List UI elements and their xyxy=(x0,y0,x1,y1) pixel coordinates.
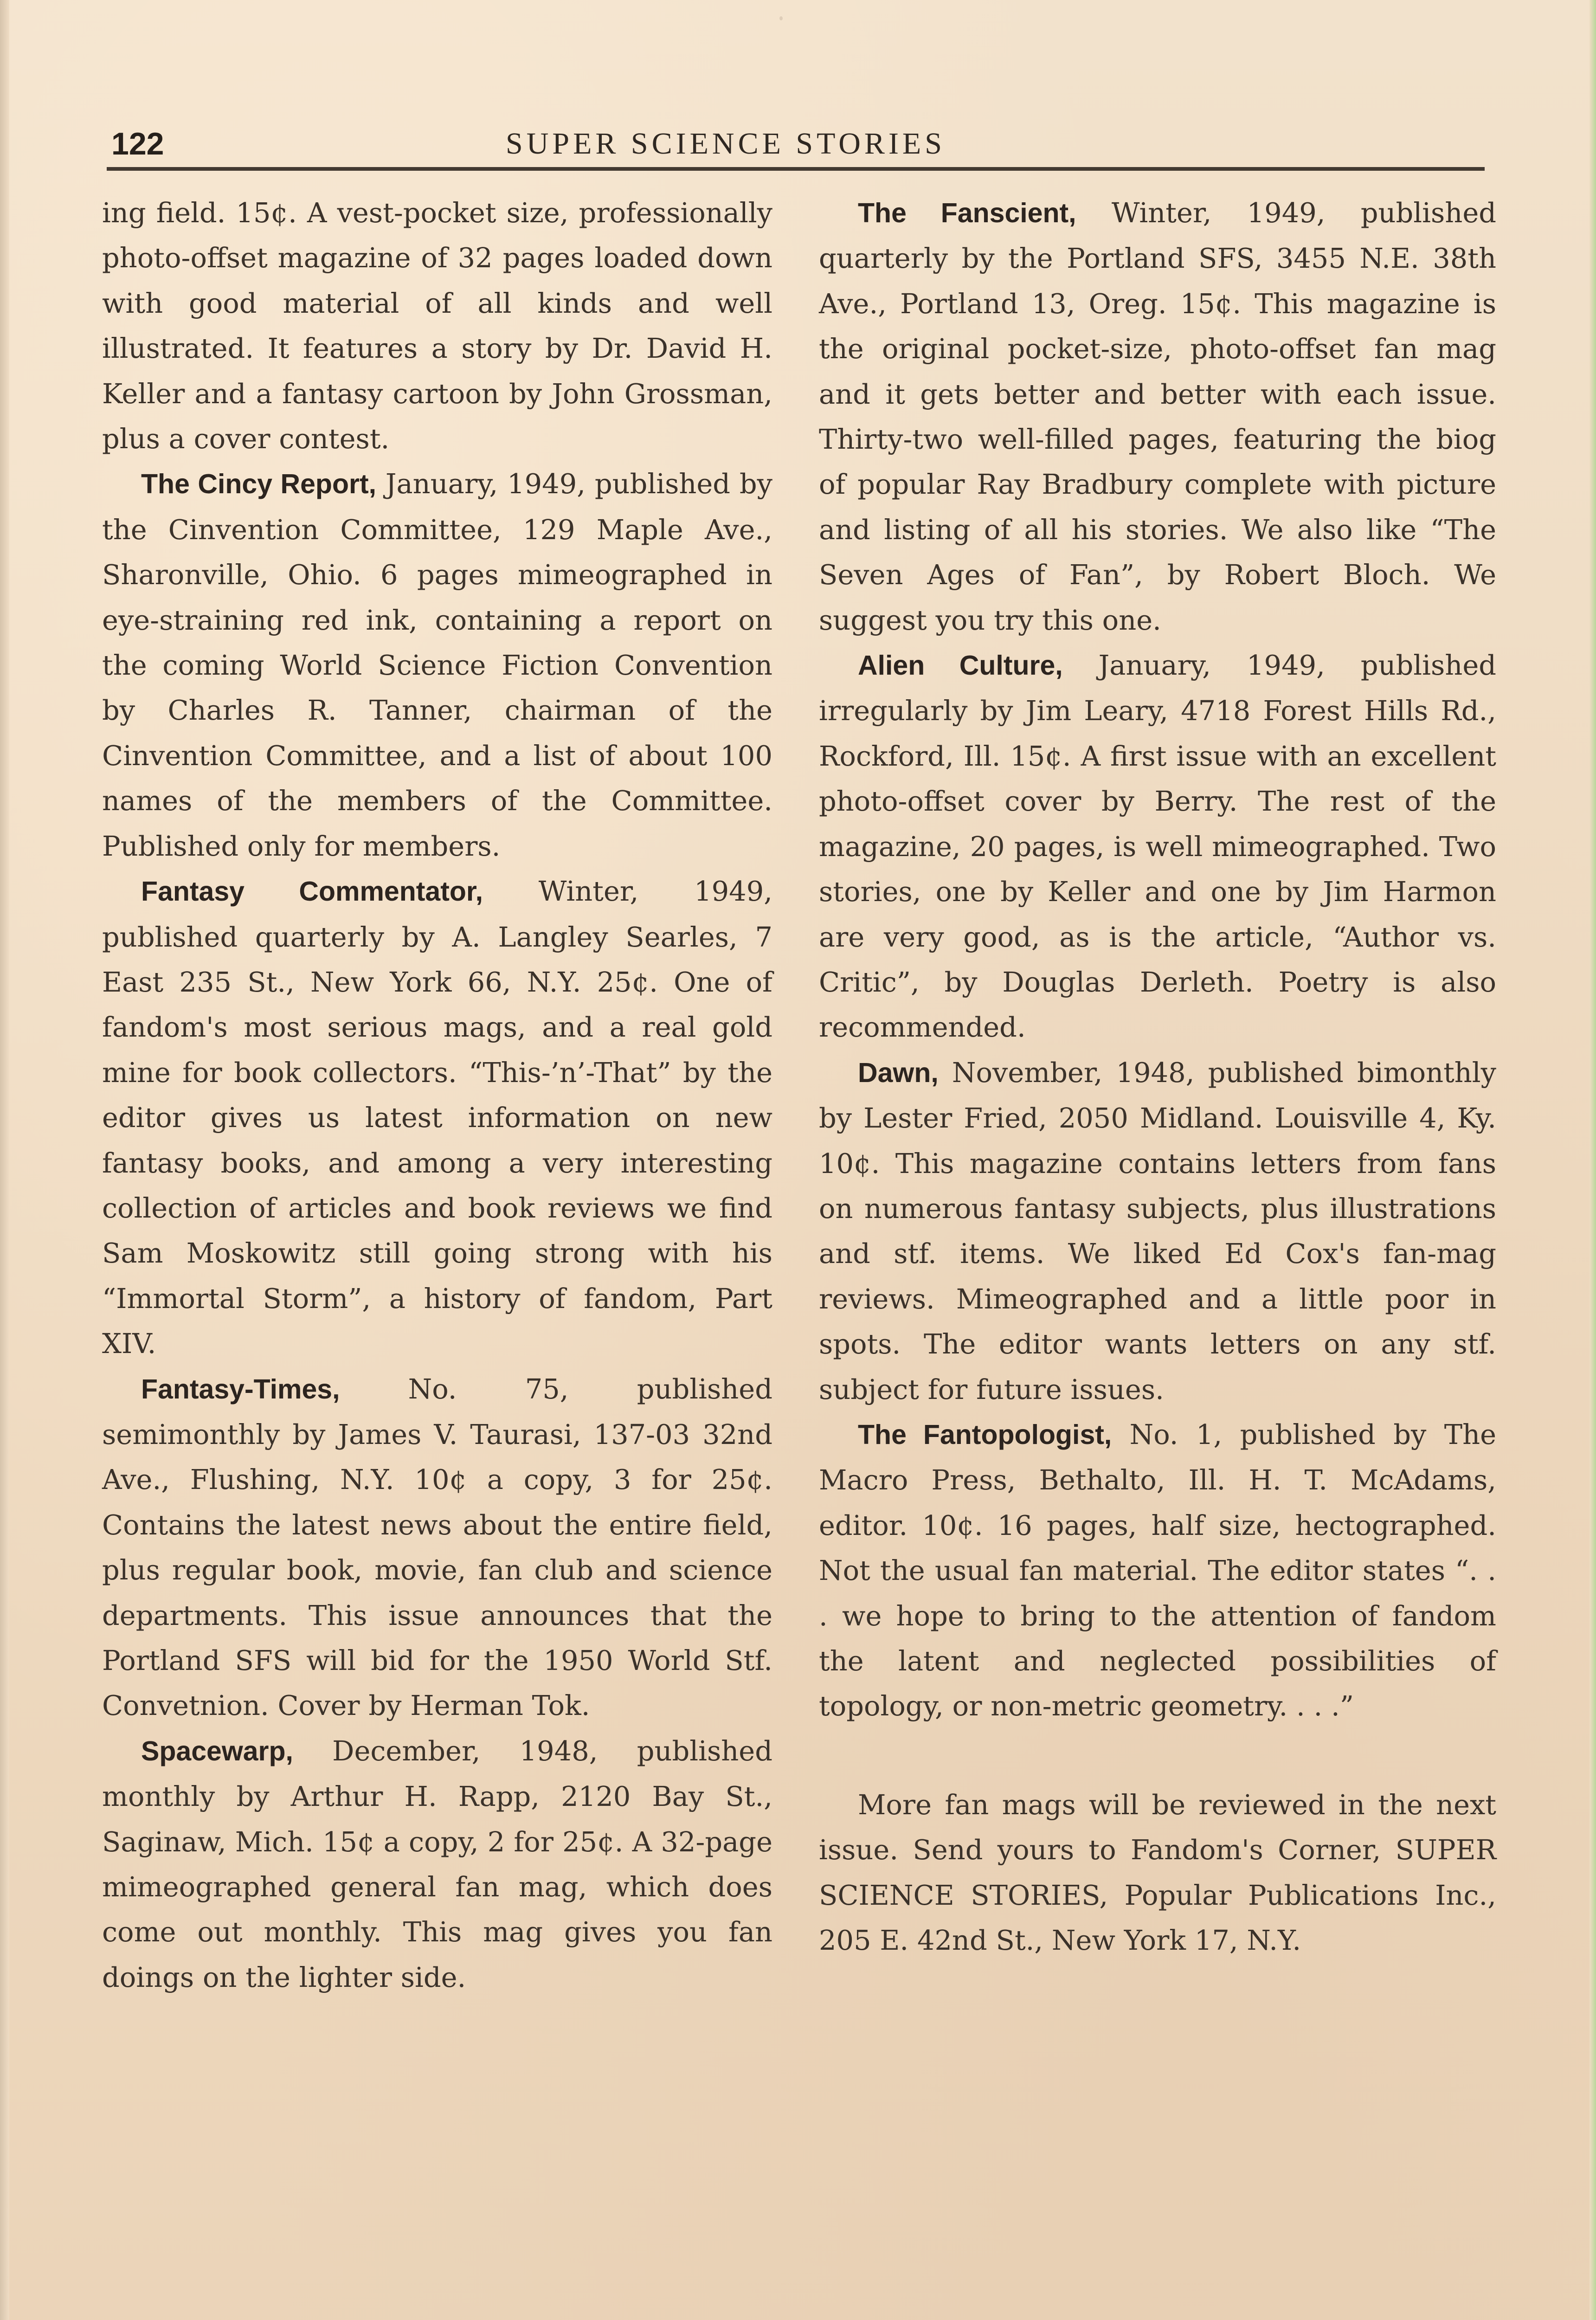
entry-title: Spacewarp, xyxy=(141,1735,293,1766)
entry-body: November, 1948, published bimonthly by Lester Fried, 2050 Midland. Louisville 4, Ky. 10¢. This magazine contains letters from fans on numerous fantasy subjects, plus illustrations and stf. items. We liked Ed Cox's fan-mag reviews. Mimeographed and a little poor in spots. The editor wants letters on any stf. subject for future issues. xyxy=(819,1056,1496,1405)
print-speck xyxy=(735,1028,740,1034)
page-left-edge xyxy=(0,0,9,2320)
entry-body: ing field. 15¢. A vest-pocket size, professionally photo-offset magazine of 32 pages loaded down with good material of all kinds and well illustrated. It features a story by Dr. David H. Keller and a fantasy cartoon by John Grossman, plus a cover contest. xyxy=(102,197,772,455)
entry-title: The Fantopologist, xyxy=(858,1419,1112,1450)
review-entry xyxy=(819,1050,1496,1412)
entry-body: No. 1, published by The Macro Press, Bethalto, Ill. H. T. McAdams, editor. 10¢. 16 pages, half size, hectographed. Not the usual fan material. The editor states “. . . we hope to bring to the attention of fandom the latent and neglected possibilities of topology, or non-metric geometry. . . .” xyxy=(819,1418,1496,1722)
page-number: 122 xyxy=(111,126,164,161)
print-speck xyxy=(779,16,783,20)
entry-body: January, 1949, published irregularly by Jim Leary, 4718 Forest Hills Rd., Rockford, Ill. 15¢. A first issue with an excellent photo-offset cover by Berry. The rest of the magazine, 20 pages, is well mimeographed. Two stories, one by Keller and one by Jim Harmon are very good, as is the article, “Author vs. Critic”, by Douglas Derleth. Poetry is also recommended. xyxy=(819,649,1496,1044)
right-column xyxy=(819,190,1496,1990)
closing-note: More fan mags will be reviewed in the next issue. Send yours to Fandom's Corner, SUPER SCIENCE STORIES, Popular Publications Inc., 205 E. 42nd St., New York 17, N.Y. xyxy=(819,1788,1496,1957)
review-entry xyxy=(102,190,772,461)
entry-body: Winter, 1949, published quarterly by the Portland SFS, 3455 N.E. 38th Ave., Portland 13, Oreg. 15¢. This magazine is the original pocket-size, photo-offset fan mag and it gets better and better with each issue. Thirty-two well-filled pages, featuring the biog of popular Ray Bradbury complete with picture and listing of all his stories. We also like “The Seven Ages of Fan”, by Robert Bloch. We suggest you try this one. xyxy=(819,197,1496,636)
entry-title: The Cincy Report, xyxy=(141,469,376,500)
review-entry xyxy=(102,1728,772,2000)
entry-title: Fantasy-Times, xyxy=(141,1373,340,1405)
page-header xyxy=(111,116,1457,172)
review-entry xyxy=(819,643,1496,1050)
entry-title: Alien Culture, xyxy=(858,650,1063,681)
entry-body: December, 1948, published monthly by Arthur H. Rapp, 2120 Bay St., Saginaw, Mich. 15¢ a copy, 2 for 25¢. A 32-page mimeographed general fan mag, which does come out monthly. This mag gives you fan doings on the lighter side. xyxy=(102,1734,772,1993)
entry-body: No. 75, published semimonthly by James V. Taurasi, 137-03 32nd Ave., Flushing, N.Y. 10¢ a copy, 3 for 25¢. Contains the latest news about the entire field, plus regular book, movie, fan club and science departments. This issue announces that the Portland SFS will bid for the 1950 World Stf. Convetnion. Cover by Herman Tok. xyxy=(102,1373,772,1722)
review-entry xyxy=(102,461,772,869)
entry-title: The Fanscient, xyxy=(858,198,1076,228)
running-title: SUPER SCIENCE STORIES xyxy=(506,127,946,161)
page-right-edge xyxy=(1590,0,1596,2320)
entry-body: Winter, 1949, published quarterly by A. Langley Searles, 7 East 235 St., New York 66, N.Y. 25¢. One of fandom's most serious mags, and a real gold mine for book collectors. “This-’n’-That” by the editor gives us latest information on new fantasy books, and among a very interesting collection of articles and book reviews we find Sam Moskowitz still going strong with his “Immortal Storm”, a history of fandom, Part XIV. xyxy=(102,875,772,1360)
entry-body: January, 1949, published by the Cinvention Committee, 129 Maple Ave., Sharonville, Ohio. 6 pages mimeographed in eye-straining red ink, containing a report on the coming World Science Fiction Convention by Charles R. Tanner, chairman of the Cinvention Committee, and a list of about 100 names of the members of the Committee. Published only for members. xyxy=(102,468,773,862)
entry-title: Fantasy Commentator, xyxy=(141,876,483,907)
review-entry xyxy=(102,1366,772,1728)
header-rule xyxy=(107,167,1485,171)
review-entry xyxy=(819,190,1496,643)
left-column xyxy=(102,190,772,2000)
review-entry xyxy=(102,869,772,1366)
entry-title: Dawn, xyxy=(858,1057,939,1088)
review-entry xyxy=(819,1412,1496,1729)
